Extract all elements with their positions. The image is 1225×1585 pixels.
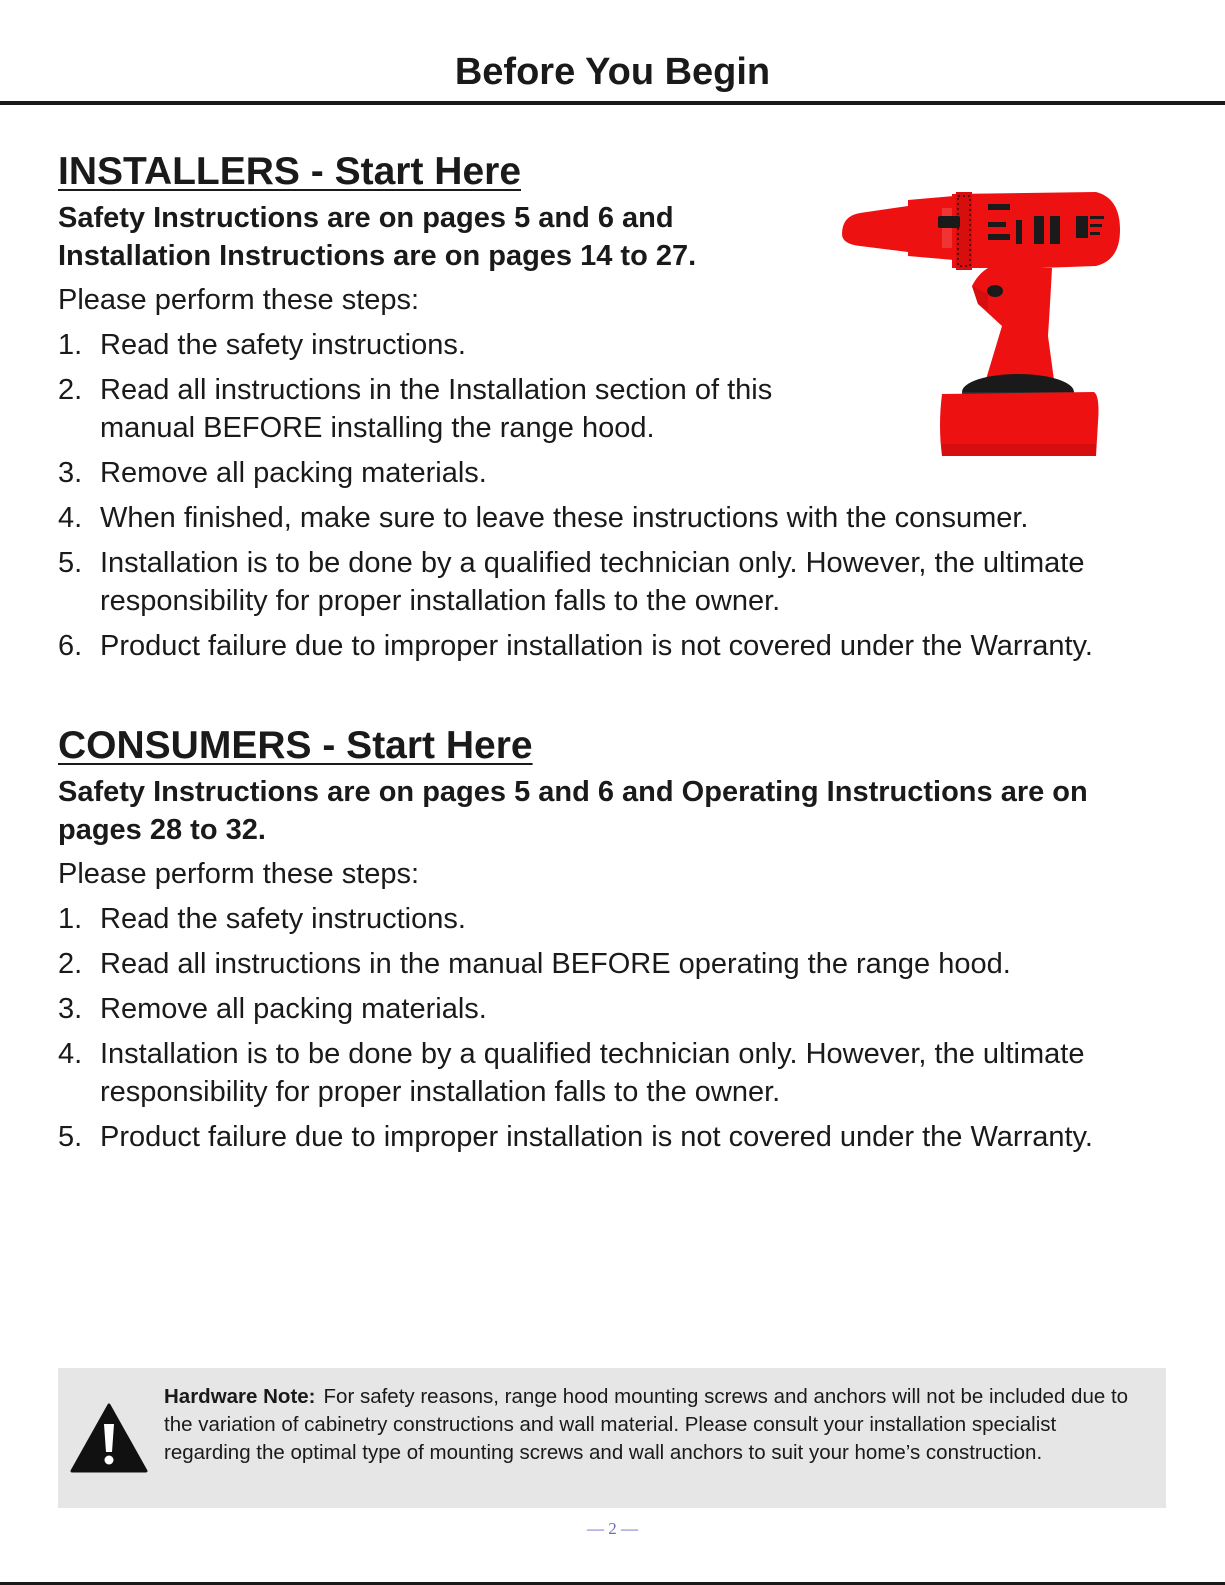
list-item — [58, 945, 1168, 983]
step-number: 5. — [58, 1121, 83, 1153]
hardware-note-box — [58, 1368, 1166, 1508]
list-item — [58, 544, 1168, 620]
hardware-note-text — [164, 1383, 1134, 1467]
warning-triangle-icon — [70, 1402, 148, 1474]
step-number: 6. — [58, 630, 83, 662]
consumers-intro: Safety Instructions are on pages 5 and 6 and Operating Instructions are on pages 28 to 32. — [58, 776, 1088, 846]
step-number: 5. — [58, 547, 83, 579]
step-text: Installation is to be done by a qualified technician only. However, the ultimate responsibility for proper installation falls to the owner. — [100, 1038, 1085, 1108]
list-item — [58, 900, 1168, 938]
step-text: Read the safety instructions. — [100, 903, 466, 935]
consumers-heading: CONSUMERS - Start Here — [58, 724, 533, 767]
step-text: Product failure due to improper installation is not covered under the Warranty. — [100, 1121, 1093, 1153]
installers-steps-label: Please perform these steps: — [58, 284, 420, 316]
list-item — [58, 1035, 1168, 1111]
installers-intro: Safety Instructions are on pages 5 and 6 and Installation Instructions are on pages 14 to 27. — [58, 202, 697, 272]
step-text: Remove all packing materials. — [100, 457, 487, 489]
power-drill-icon — [838, 186, 1120, 462]
list-item — [58, 627, 1168, 665]
step-text: Read all instructions in the Installation section of this manual BEFORE installing the range hood. — [100, 374, 773, 444]
step-text: Remove all packing materials. — [100, 993, 487, 1025]
page-title: Before You Begin — [454, 51, 771, 93]
step-number: 4. — [58, 502, 83, 534]
step-number: 1. — [58, 903, 83, 935]
step-text: When finished, make sure to leave these instructions with the consumer. — [100, 502, 1029, 534]
page-header — [0, 0, 1225, 105]
step-text: Product failure due to improper installation is not covered under the Warranty. — [100, 630, 1093, 662]
hardware-note-body: For safety reasons, range hood mounting screws and anchors will not be included due to the variation of cabinetry constructions and wall material. Please consult your installation specialist regarding the optimal type of mounting screws and wall anchors to suit your home’s construction. — [164, 1385, 1129, 1464]
page-number: — 2 — — [587, 1519, 638, 1538]
step-number: 3. — [58, 457, 83, 489]
list-item — [58, 499, 1168, 537]
list-item — [58, 990, 1168, 1028]
step-text: Installation is to be done by a qualified technician only. However, the ultimate responsibility for proper installation falls to the owner. — [100, 547, 1085, 617]
consumers-steps-list — [58, 900, 1168, 1156]
consumers-section — [58, 722, 1168, 1156]
step-number: 2. — [58, 374, 83, 406]
list-item — [58, 1118, 1168, 1156]
list-item — [58, 371, 800, 447]
step-text: Read the safety instructions. — [100, 329, 466, 361]
step-text: Read all instructions in the manual BEFORE operating the range hood. — [100, 948, 1011, 980]
hardware-note-label: Hardware Note: — [164, 1385, 316, 1408]
step-number: 3. — [58, 993, 83, 1025]
step-number: 1. — [58, 329, 83, 361]
installers-heading: INSTALLERS - Start Here — [58, 150, 522, 193]
step-number: 2. — [58, 948, 83, 980]
step-number: 4. — [58, 1038, 83, 1070]
consumers-steps-label: Please perform these steps: — [58, 858, 420, 890]
